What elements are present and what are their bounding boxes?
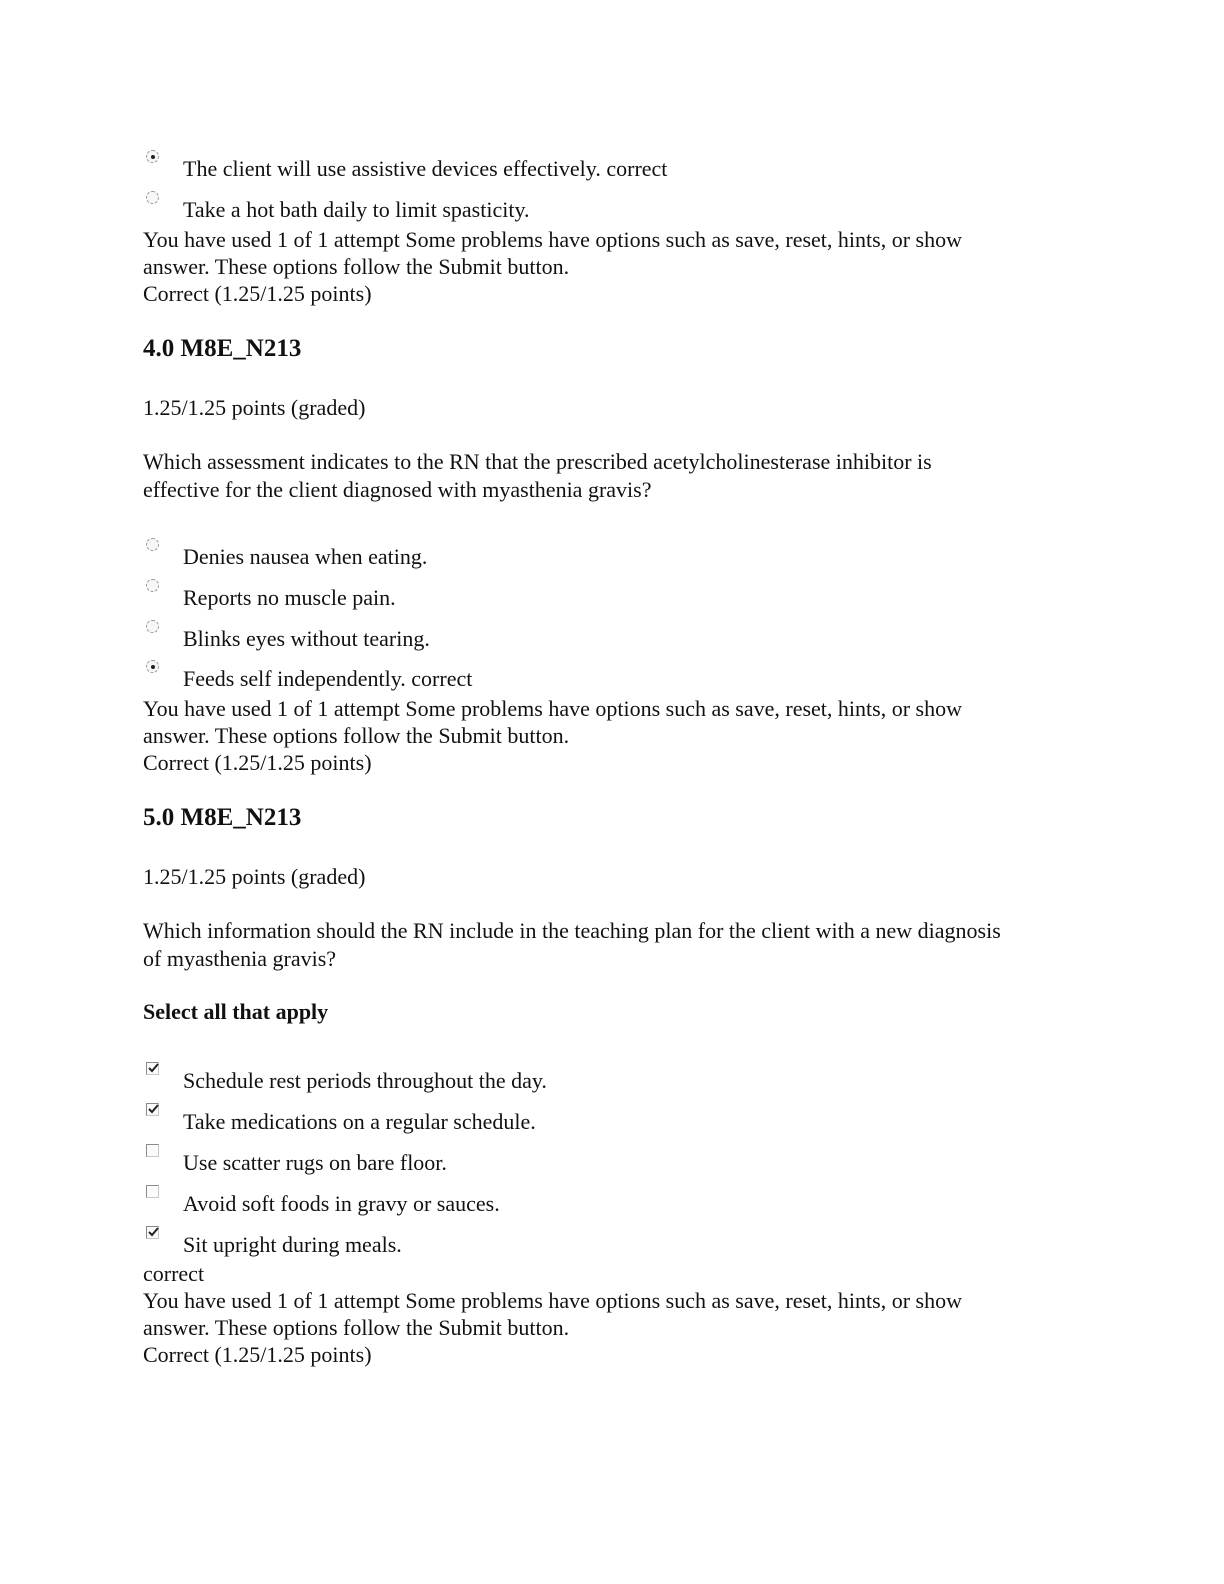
option-label: Feeds self independently. correct	[183, 666, 473, 691]
q5-result: Correct (1.25/1.25 points)	[143, 1342, 372, 1367]
q4-attempts-text: You have used 1 of 1 attempt Some problems have options such as save, reset, hints, or show	[143, 696, 962, 721]
q4-title: 4.0 M8E_N213	[143, 335, 302, 362]
q5-option-4[interactable]	[143, 1185, 1083, 1219]
radio-button[interactable]	[146, 620, 159, 633]
radio-button[interactable]	[146, 538, 159, 551]
option-label: Take a hot bath daily to limit spasticity.	[183, 197, 530, 222]
q4-result: Correct (1.25/1.25 points)	[143, 750, 372, 775]
q5-attempts-text: You have used 1 of 1 attempt Some problems have options such as save, reset, hints, or show	[143, 1288, 962, 1313]
checkbox-checked[interactable]	[146, 1062, 159, 1075]
q4-option-4[interactable]	[143, 660, 1083, 694]
radio-button[interactable]	[146, 191, 159, 204]
q4-option-2[interactable]	[143, 579, 1083, 613]
q4-points: 1.25/1.25 points (graded)	[143, 395, 366, 420]
q5-option-3[interactable]	[143, 1144, 1083, 1178]
option-label: Schedule rest periods throughout the day.	[183, 1068, 547, 1093]
checkbox-checked[interactable]	[146, 1226, 159, 1239]
radio-button-selected[interactable]	[146, 150, 159, 163]
option-label: Blinks eyes without tearing.	[183, 626, 430, 651]
checkmark-icon	[148, 1063, 159, 1074]
q3-result: Correct (1.25/1.25 points)	[143, 281, 372, 306]
option-label: Sit upright during meals.	[183, 1232, 402, 1257]
q5-option-1[interactable]	[143, 1062, 1083, 1096]
q5-attempts-text-cont: answer. These options follow the Submit button.	[143, 1315, 570, 1340]
q4-option-3[interactable]	[143, 620, 1083, 654]
q4-prompt-line1: Which assessment indicates to the RN that the prescribed acetylcholinesterase inhibitor is	[143, 449, 932, 474]
q4-prompt-line2: effective for the client diagnosed with myasthenia gravis?	[143, 477, 652, 502]
q5-option-2[interactable]	[143, 1103, 1083, 1137]
checkbox-checked[interactable]	[146, 1103, 159, 1116]
option-label: Take medications on a regular schedule.	[183, 1109, 536, 1134]
radio-button-selected[interactable]	[146, 660, 159, 673]
q5-title: 5.0 M8E_N213	[143, 804, 302, 831]
option-label: Avoid soft foods in gravy or sauces.	[183, 1191, 500, 1216]
radio-button[interactable]	[146, 579, 159, 592]
q5-points: 1.25/1.25 points (graded)	[143, 864, 366, 889]
option-label: Reports no muscle pain.	[183, 585, 396, 610]
checkbox[interactable]	[146, 1185, 159, 1198]
checkmark-icon	[148, 1104, 159, 1115]
q4-attempts-text-cont: answer. These options follow the Submit button.	[143, 723, 570, 748]
q3-option-2[interactable]	[143, 191, 1083, 225]
q5-instruction: Select all that apply	[143, 999, 329, 1024]
q3-attempts-text: You have used 1 of 1 attempt Some problems have options such as save, reset, hints, or show	[143, 227, 962, 252]
checkmark-icon	[148, 1227, 159, 1238]
q5-prompt-line2: of myasthenia gravis?	[143, 946, 337, 971]
option-label: Use scatter rugs on bare floor.	[183, 1150, 447, 1175]
q5-prompt-line1: Which information should the RN include in the teaching plan for the client with a new diagnosis	[143, 918, 1001, 943]
checkbox[interactable]	[146, 1144, 159, 1157]
q4-option-1[interactable]	[143, 538, 1083, 572]
q3-option-1[interactable]	[143, 150, 1083, 184]
q5-correct-marker: correct	[143, 1261, 205, 1286]
q3-attempts-text-cont: answer. These options follow the Submit button.	[143, 254, 570, 279]
option-label: The client will use assistive devices effectively. correct	[183, 156, 668, 181]
q5-option-5[interactable]	[143, 1226, 1083, 1260]
option-label: Denies nausea when eating.	[183, 544, 428, 569]
